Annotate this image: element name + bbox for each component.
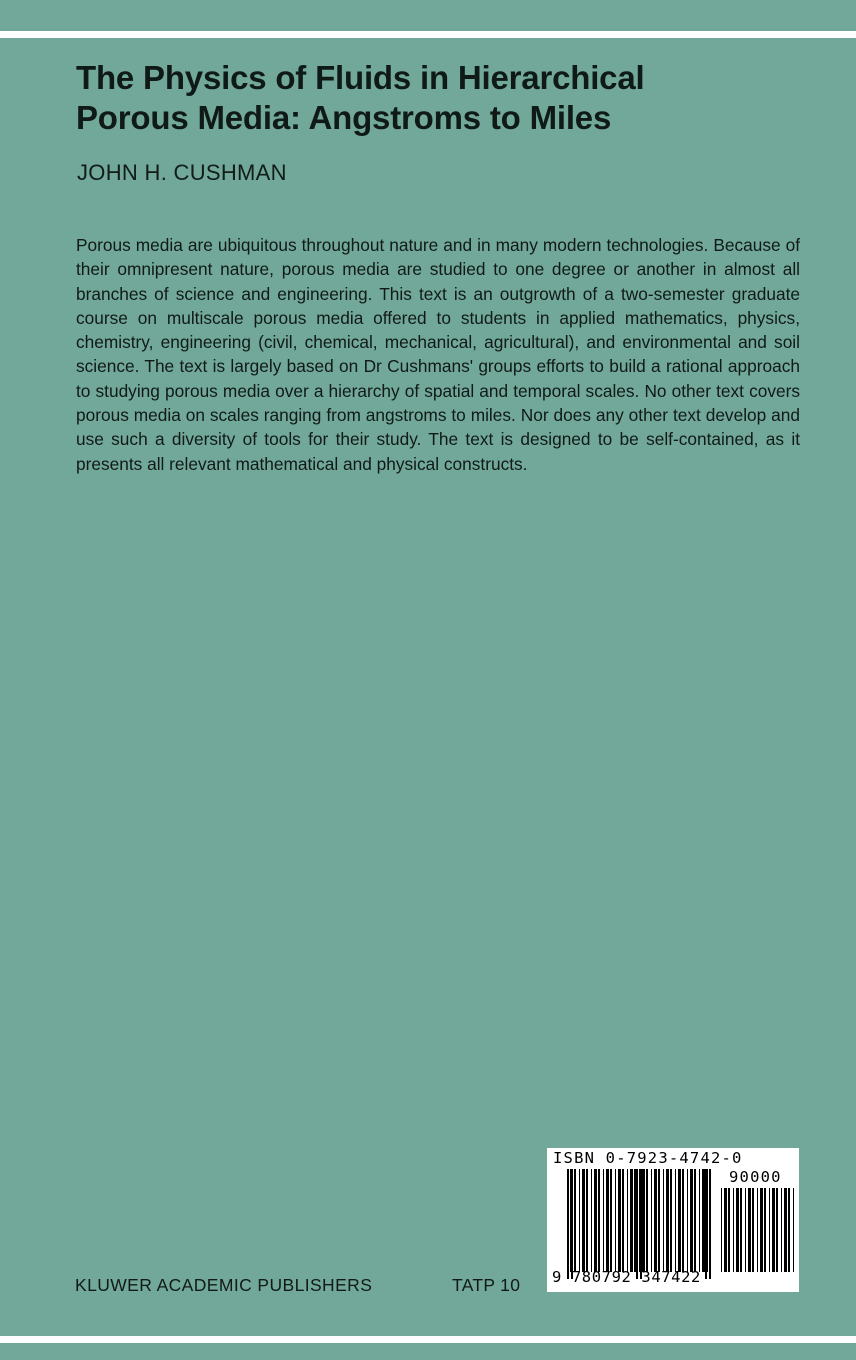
barcode-bar-9: [757, 1188, 758, 1272]
barcode-bar-15: [781, 1188, 782, 1272]
barcode-bar-8: [598, 1169, 600, 1272]
barcode-bar-34: [702, 1169, 705, 1272]
barcode-bar-24: [663, 1169, 664, 1272]
barcode-bar-9: [603, 1169, 604, 1272]
barcode-bar-11: [610, 1169, 612, 1272]
barcode-bar-16: [630, 1169, 633, 1272]
barcode-bar-2: [728, 1188, 730, 1272]
barcode-bar-10: [606, 1169, 609, 1272]
barcode-bar-27: [675, 1169, 676, 1272]
barcode-bar-6: [591, 1169, 592, 1272]
barcode-bar-14: [776, 1188, 778, 1272]
barcode-bar-17: [634, 1169, 636, 1272]
barcode-bar-2: [574, 1169, 576, 1272]
barcode-panel: [547, 1148, 799, 1292]
barcode-bar-4: [582, 1169, 585, 1272]
barcode-bar-25: [666, 1169, 669, 1272]
barcode-bar-3: [579, 1169, 580, 1272]
barcode-bar-5: [740, 1188, 742, 1272]
isbn-label: ISBN 0-7923-4742-0: [553, 1149, 743, 1167]
publisher-name: KLUWER ACADEMIC PUBLISHERS: [75, 1275, 373, 1295]
bottom-rule: [0, 1336, 856, 1343]
title-line-2: Porous Media: Angstroms to Miles: [76, 99, 612, 136]
barcode-bar-0: [721, 1188, 722, 1272]
barcode-bar-18: [793, 1188, 794, 1272]
barcode-bar-8: [752, 1188, 754, 1272]
barcode-bar-31: [690, 1169, 693, 1272]
barcode-guard-bar: [705, 1169, 707, 1279]
top-rule: [0, 31, 856, 38]
barcode-bar-17: [788, 1188, 790, 1272]
barcode-guard-bar: [636, 1169, 638, 1279]
blurb-paragraph: Porous media are ubiquitous throughout nature and in many modern technologies. Because of their omnipresent nature, porous media are studied to one degree or another in almost all branches of science and engineering. This text is an outgrowth of a two-semester graduate course on multiscale porous media offered to students in applied mathematics, physics, chemistry, engineering (civil, chemical, mechanical, agricultural), and environmental and soil science. The text is largely based on Dr Cushmans' groups efforts to build a rational approach to studying porous media over a hierarchy of spatial and temporal scales. No other text covers porous media on scales ranging from angstroms to miles. Nor does any other text develop and use such a diversity of tools for their study. The text is designed to be self-contained, as it presents all relevant mathematical and physical constructs.: [76, 235, 800, 474]
barcode-bar-19: [642, 1169, 645, 1272]
barcode-bar-13: [618, 1169, 621, 1272]
barcode-bar-28: [678, 1169, 681, 1272]
barcode-guard-bar: [709, 1169, 711, 1279]
barcode-bar-18: [639, 1169, 640, 1272]
barcode-bar-23: [658, 1169, 660, 1272]
barcode-bar-11: [764, 1188, 766, 1272]
barcode-bar-7: [748, 1188, 751, 1272]
barcode-bar-22: [654, 1169, 657, 1272]
barcode-bar-12: [769, 1188, 770, 1272]
barcode-guard-bar: [567, 1169, 569, 1279]
barcode-guard-bar: [571, 1169, 573, 1279]
barcode-bar-7: [594, 1169, 597, 1272]
barcode-bar-1: [724, 1188, 727, 1272]
barcode-bar-33: [699, 1169, 700, 1272]
barcode-guard-bar: [640, 1169, 642, 1279]
book-title: [76, 58, 796, 138]
title-line-1: The Physics of Fluids in Hierarchical: [76, 59, 645, 96]
barcode-bar-16: [784, 1188, 787, 1272]
barcode-bar-29: [682, 1169, 684, 1272]
barcode-bar-32: [694, 1169, 696, 1272]
ean-digits: 9 780792 347422: [552, 1268, 701, 1286]
price-code: 90000: [729, 1168, 782, 1186]
barcode-bar-14: [622, 1169, 624, 1272]
barcode-bar-4: [736, 1188, 739, 1272]
barcode-bar-6: [745, 1188, 746, 1272]
barcode-bar-13: [772, 1188, 775, 1272]
barcode-bar-10: [760, 1188, 763, 1272]
barcode-bar-20: [646, 1169, 648, 1272]
barcode-bar-3: [733, 1188, 734, 1272]
barcode-bar-21: [651, 1169, 652, 1272]
barcode-bar-15: [627, 1169, 628, 1272]
barcode-bar-5: [586, 1169, 588, 1272]
barcode-bar-12: [615, 1169, 616, 1272]
barcode-bar-26: [670, 1169, 672, 1272]
series-code: TATP 10: [452, 1275, 521, 1295]
barcode-bar-30: [687, 1169, 688, 1272]
author-name: JOHN H. CUSHMAN: [77, 160, 287, 185]
